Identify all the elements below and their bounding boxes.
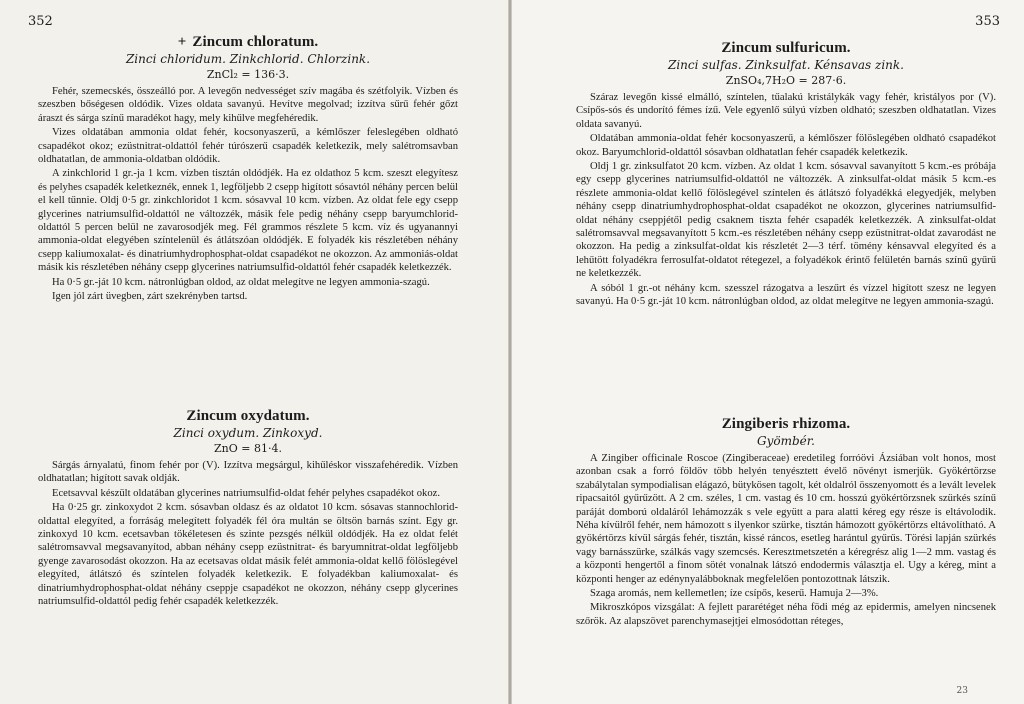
paragraph: A zinkchlorid 1 gr.-ja 1 kcm. vízben tisztán oldódjék. Ha ez oldathoz 5 kcm. szeszt elegyítesz és pelyhes csapadék keletkeznék, ennek 1, legföljebb 2 csepp higított sósavtól néhány percen belül el kell tűnnie. Oldj 0·5 gr. zinkchloridot 1 kcm. sósavval 10 kcm. vízben. Az oldat fele egy csepp glycerines natriumsulfid-oldattól ne változzék, másik fele pedig néhány csepp baryumchlorid-oldattól 5 percen belül ne zavarosodjék meg. Fél grammos részlete 5 kcm. víz és ugyanannyi ammonia-oldat elegyében színtelenül és átlátszóan oldódjék. E folyadék kis részletében néhány csepp kaliumoxalat- és dinatriumhydrophosphat-oldat csapadékot ne okozzon. Az ammoniás-oldat másik kis részletében néhány csepp glycerines natriumsulfid-oldattól fehér csapadék keletkezzék. (38, 168, 458, 274)
left-page (0, 0, 508, 704)
synonyms: Zinci sulfas. Zinksulfat. Kénsavas zink. (668, 58, 904, 72)
paragraph: Ha 0·25 gr. zinkoxydot 2 kcm. sósavban oldasz és az oldatot 10 kcm. sósavas stannochlorid-oldattal elegyíted, a forráság melegített folyadék fél óra multán se öltsön barnás színt. Egy gr. zinkoxyd 10 kcm. ecetsavban tökéletesen és szinte pezsgés nélkül oldódjék. Ha ez oldat felét salétromsavval megsavanyítod, abban néhány csepp ezüstnitrat- és baryumnitrat-oldat legföljebb gyenge zavarosodást okozzon. Ha az ecetsavas oldat másik felét ammonia-oldat kellő fölöslegével elegyíted, átlátszó és színtelen folyadék keletkezik. E folyadékban kaliumoxalat- és dinatriumhydrophosphat-oldat néhány cseppje csapadékot ne okozzon, néhány csepp glycerines natriumsulfid-oldattól pedig fehér csapadék keletkezzék. (38, 502, 458, 608)
right-page-number: 353 (975, 14, 1000, 29)
paragraph: Oldj 1 gr. zinksulfatot 20 kcm. vízben. Az oldat 1 kcm. sósavval savanyított 5 kcm.-es próbája egy csepp glycerines natriumsulfid-oldattól ne változzék. A zinksulfat-oldat másik 5 kcm.-es részlete ammonia-oldat kellő fölöslegével színtelen és átlátszó folyadékká elegyedjék, melyben néhány csepp dinatriumhydrophosphat-oldat csapadékot ne okozzon, glycerines natriumsulfid-oldat néhány cseppjétől pedig csaknem tiszta fehér csapadék keletkezzék. A zinksulfat-oldat salétromsavval megsavanyított 5 kcm.-es részletében néhány csepp ezüstnitrat-oldat zavarodást ne okozzon. Ha pedig a zinksulfat-oldat kis részletét 2—3 térf. tömény kénsavval elegyíted és a lehűtött folyadékra ferrosulfat-oldatot rétegezel, a folyadékok érintő felületén barnás színű gyűrű ne keletkezzék. (576, 161, 996, 280)
paragraph: A sóból 1 gr.-ot néhány kcm. szesszel rázogatva a leszűrt és vízzel higított szesz ne legyen savanyú. Ha 0·5 gr.-ját 10 kcm. nátronlúgban oldod, az oldat melegítve ne legyen ammonia-szagú. (576, 282, 996, 308)
formula: ZnCl₂ = 136·3. (206, 68, 290, 81)
section-zincum-oxydatum (38, 408, 458, 609)
synonyms: Zinci oxydum. Zinkoxyd. (173, 426, 323, 440)
section-title: + Zincum chloratum. (177, 34, 319, 50)
section-title: Zincum oxydatum. (186, 408, 310, 424)
paragraph: Vizes oldatában ammonia oldat fehér, kocsonyaszerű, a kémlőszer feleslegében oldható csapadékot okoz; ezüstnitrat-oldattól fehér túrószerű csapadék keletkezik, mely salétromsavban oldhatatlan, de ammonia-oldatban oldódik. (38, 127, 458, 166)
paragraph: Igen jól zárt üvegben, zárt szekrényben tartsd. (52, 291, 248, 303)
paragraph: Szaga aromás, nem kellemetlen; íze csípős, keserű. Hamuja 2—3%. (590, 588, 879, 600)
cross-marker-icon: + (177, 34, 187, 50)
section-zincum-chloratum (38, 34, 458, 305)
synonyms: Gyömbér. (757, 434, 815, 448)
right-page (512, 0, 1024, 704)
section-zincum-sulfuricum (576, 40, 996, 310)
section-title: Zingiberis rhizoma. (721, 416, 851, 432)
left-page-number: 352 (28, 14, 53, 29)
section-zingiberis-rhizoma (576, 416, 996, 629)
paragraph: Mikroszkópos vizsgálat: A fejlett pararétéget néha födi még az epidermis, amelyen nincsenek szőrök. Az alapszövet parenchymasejtjei elmosódottan réteges, (576, 602, 996, 627)
formula: ZnO = 81·4. (214, 442, 282, 455)
paragraph: A Zingiber officinale Roscoe (Zingiberaceae) eredetileg forróövi Ázsiában volt honos, most azonban csak a forró földöv több helyén tenyésztett évelő növényt ismerjük. Gyökértörzse szabálytalan sympodialisan elágazó, bütykösen tagolt, két oldalról összenyomott és a levált levelek ripacsaitól gyűrűzött. A 2 cm. széles, 1 cm. vastag és 10 cm. hosszú gyökértörzsnek szürkés színű paráját domború oldaláról lehámozzák s vele együtt a para alatti kéreg egy része is eltávolodik. Néha kívülről fehér, nem hámozott s ilyenkor szürke, tisztán hámozott gyökértörzs eltávolítható. A gyökértörzs kívül sárgás fehér, tisztán, kissé ráncos, esetleg harántul gyűrűs. Törési lapján szürkés vagy barnásszürke, szálkás vagy szemcsés. Keresztmetszetén a kéregrész alig 1—2 mm. vastag és a központi hengertől a finom sötét vonalnak látszó endodermis választja el. Ugy a kéreg, mint a központi henger az edénynyalábboknak megfelelően pontozottnak látszik. (576, 453, 996, 585)
synonyms: Zinci chloridum. Zinkchlorid. Chlorzink. (125, 52, 371, 66)
paragraph: Oldatában ammonia-oldat fehér kocsonyaszerű, a kémlőszer fölöslegében oldható csapadékot okoz. Baryumchlorid-oldattól sósavban oldhatatlan fehér csapadék keletkezik. (576, 133, 996, 158)
paragraph: Ha 0·5 gr.-ját 10 kcm. nátronlúgban oldod, az oldat melegítve ne legyen ammonia-szagú. (52, 276, 430, 288)
footer-signature-number: 23 (956, 686, 968, 696)
section-title: Zincum sulfuricum. (721, 40, 851, 56)
paragraph: Ecetsavval készült oldatában glycerines natriumsulfid-oldat fehér pelyhes csapadékot okoz. (52, 487, 441, 499)
paragraph: Fehér, szemecskés, összeálló por. A levegőn nedvességet szív magába és szétfolyik. Vízben és szeszben bőségesen oldódik. Vizes oldata savanyú. Hevítve megolvad; izzítva sűrű fehér gőzt áraszt és sárga színű maradékot hagy, mely kihűlve megfehéredik. (38, 86, 458, 124)
paragraph: Száraz levegőn kissé elmálló, színtelen, tűalakú kristálykák vagy fehér, kristályos por (V). Csípős-sós és undorító fémes ízű. Vele egyenlő súlyú vízben oldható; szeszben oldhatatlan. Vizes oldata savanyú. (576, 92, 996, 130)
paragraph: Sárgás árnyalatú, finom fehér por (V). Izzítva megsárgul, kihűléskor visszafehéredik. Vízben oldhatatlan; higított savak oldják. (38, 460, 458, 485)
formula: ZnSO₄,7H₂O = 287·6. (725, 74, 847, 87)
